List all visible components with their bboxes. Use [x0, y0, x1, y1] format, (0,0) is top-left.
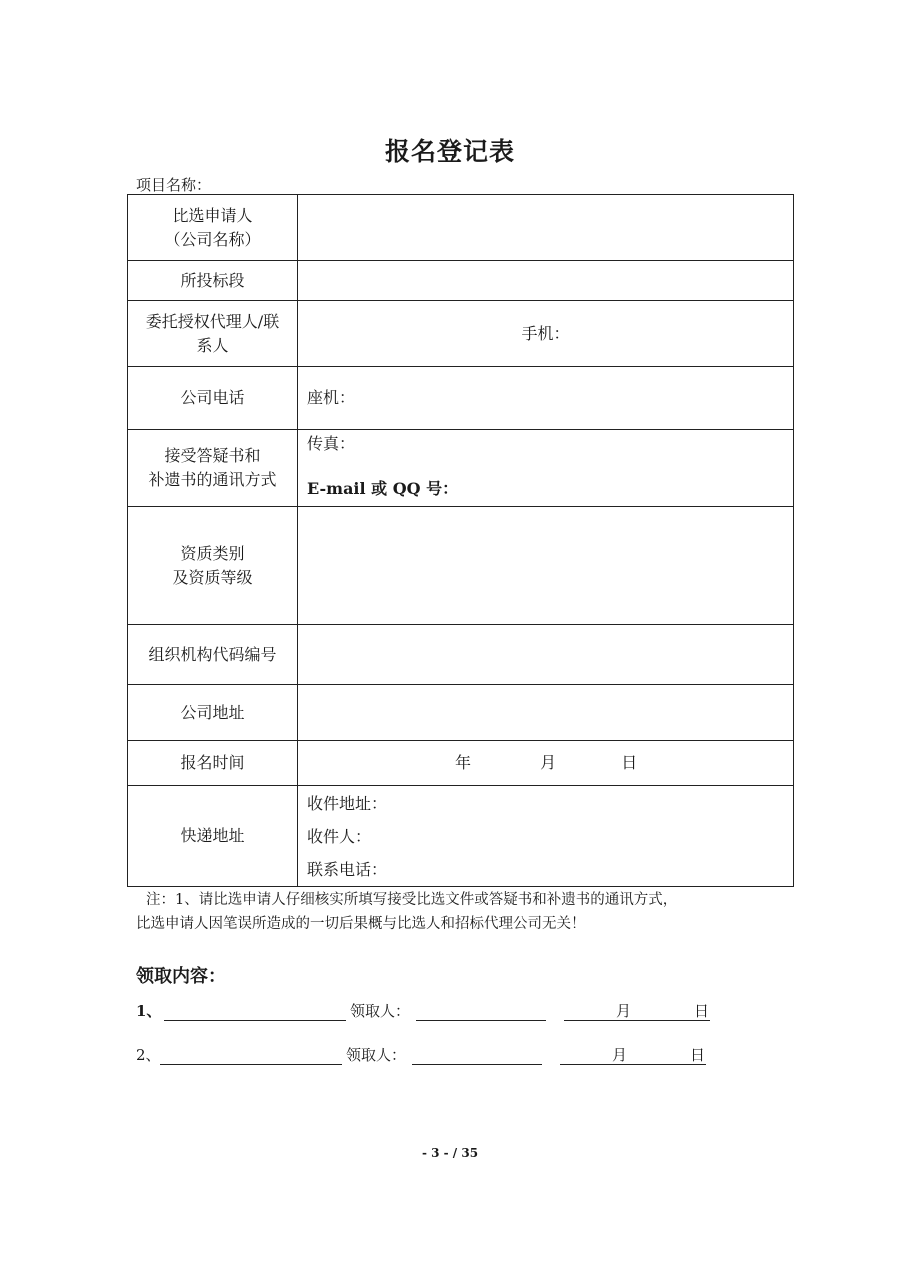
- note-line1: 注：1、请比选申请人仔细核实所填写接受比选文件或答疑书和补遗书的通讯方式，: [146, 892, 678, 908]
- table-row: [128, 430, 794, 507]
- applicant-field[interactable]: [298, 195, 794, 261]
- qualification-label-line1: 资质类别: [180, 543, 245, 563]
- receiver-label: 领取人：: [346, 1046, 407, 1064]
- qualification-field[interactable]: [298, 507, 794, 625]
- courier-phone-label: 联系电话：: [307, 859, 388, 879]
- receive-num: 1、: [136, 1002, 162, 1020]
- registration-table: [127, 194, 794, 887]
- receiver-line[interactable]: [412, 1046, 542, 1065]
- section-field[interactable]: [298, 261, 794, 301]
- company-address-field[interactable]: [298, 685, 794, 741]
- page-number: - 3 - / 35: [421, 1146, 479, 1160]
- applicant-label-line1: 比选申请人: [172, 205, 253, 225]
- courier-label: 快递地址: [128, 786, 298, 887]
- org-code-label: 组织机构代码编号: [128, 625, 298, 685]
- year-label: 年: [455, 753, 472, 772]
- day-label: 日: [690, 1046, 706, 1064]
- section-label: 所投标段: [128, 261, 298, 301]
- courier-address-label: 收件地址：: [307, 793, 388, 813]
- note-line2: 比选申请人因笔误所造成的一切后果概与比选人和招标代理公司无关！: [136, 916, 586, 932]
- company-phone-label: 公司电话: [128, 367, 298, 430]
- fax-label: 传真：: [307, 434, 356, 453]
- table-row: [128, 195, 794, 261]
- comm-method-field[interactable]: [298, 430, 794, 507]
- agent-label-line1: 委托授权代理人/联: [145, 311, 280, 331]
- applicant-label: [128, 195, 298, 261]
- agent-mobile-label: 手机：: [521, 323, 570, 343]
- month-label: 月: [612, 1046, 628, 1064]
- registration-time-label: 报名时间: [128, 741, 298, 786]
- courier-field[interactable]: [298, 786, 794, 887]
- registration-time-field[interactable]: [298, 741, 794, 786]
- receive-title: 领取内容：: [136, 966, 226, 987]
- table-row: [128, 625, 794, 685]
- receive-num: 2、: [136, 1046, 161, 1064]
- applicant-label-line2: （公司名称）: [164, 229, 261, 249]
- month-label: 月: [616, 1002, 632, 1020]
- receiver-label: 领取人：: [350, 1002, 411, 1020]
- agent-label: [128, 301, 298, 367]
- table-row: [128, 507, 794, 625]
- date-line[interactable]: [564, 1002, 710, 1021]
- table-row: [128, 261, 794, 301]
- company-phone-field[interactable]: [298, 367, 794, 430]
- form-title: 报名登记表: [384, 137, 515, 166]
- qualification-label: [128, 507, 298, 625]
- org-code-field[interactable]: [298, 625, 794, 685]
- receive-content-line[interactable]: [160, 1046, 342, 1065]
- landline-label: 座机：: [307, 388, 356, 407]
- table-row: [128, 367, 794, 430]
- day-label: 日: [694, 1002, 710, 1020]
- table-row: [128, 685, 794, 741]
- agent-label-line2: 系人: [196, 335, 229, 355]
- table-row: [128, 786, 794, 887]
- project-name-label: 项目名称：: [136, 176, 212, 194]
- table-row: [128, 301, 794, 367]
- agent-mobile-field[interactable]: [298, 301, 794, 367]
- receive-content-line[interactable]: [164, 1002, 346, 1021]
- date-line[interactable]: [560, 1046, 706, 1065]
- company-address-label: 公司地址: [128, 685, 298, 741]
- courier-recipient-label: 收件人：: [307, 826, 372, 846]
- comm-label-line2: 补遗书的通讯方式: [148, 470, 277, 489]
- email-qq-label: E-mail 或 QQ 号：: [307, 479, 459, 498]
- comm-label-line1: 接受答疑书和: [164, 446, 261, 465]
- receiver-line[interactable]: [416, 1002, 546, 1021]
- table-row: [128, 741, 794, 786]
- comm-method-label: [128, 430, 298, 507]
- qualification-label-line2: 及资质等级: [172, 567, 253, 587]
- day-label: 日: [621, 753, 638, 772]
- note: [136, 888, 786, 936]
- month-label: 月: [540, 753, 557, 772]
